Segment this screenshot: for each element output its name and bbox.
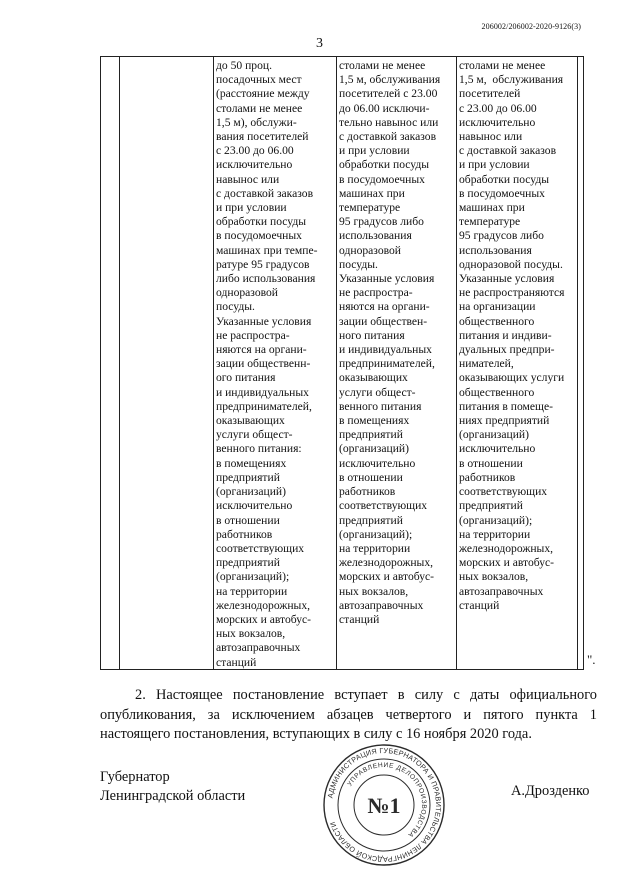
paragraph-line: 2. Настоящее постановление вступает в силу с даты официального [135, 687, 597, 703]
table-column-divider [119, 57, 120, 669]
signature-title-line: Губернатор [100, 769, 170, 785]
table-column-divider [336, 57, 337, 669]
paragraph-line: настоящего постановления, вступающих в силу с 16 ноября 2020 года. [100, 726, 532, 742]
table-cell-col1: до 50 проц. посадочных мест (расстояние между столами не менее 1,5 м), обслужи- вания посетителей с 23.00 до 06.00 исключительно навынос или с доставкой заказов и при условии обработки посуды в посудомоечных машинах при темпе- ратуре 95 градусов либо использования одноразовой посуды. Указанные условия не распростра- няются на органи- зации общественн- ого питания и индивидуальных предпринимателей, оказывающих услуги общест- венного питания: в помещениях предприятий (организаций) исключительно в отношении работников соответствующих предприятий (организаций); на территории железнодорожных, морских и автобус- ных вокзалов, автозаправочных станций [216, 59, 318, 669]
table-cell-col2: столами не менее 1,5 м, обслуживания посетителей с 23.00 до 06.00 исключи- тельно навынос или с доставкой заказов и при условии обработки посуды в посудомоечных машинах при температуре 95 градусов либо использования одноразовой посуды. Указанные условия не распростра- няются на органи- зации обществен- ного питания и индивидуальных предпринимателей, оказывающих услуги общест- венного питания в помещениях предприятий (организаций) исключительно в отношении работников соответствующих предприятий (организаций); на территории железнодорожных, морских и автобус- ных вокзалов, автозаправочных станций [339, 59, 441, 626]
regulation-table [100, 56, 584, 670]
seal-inner-text: УПРАВЛЕНИЕ ДЕЛОПРОИЗВОДСТВА [346, 761, 428, 839]
document-id: 206002/206002-2020-9126(3) [481, 22, 581, 31]
closing-quote: ". [587, 652, 596, 667]
signature-title-line: Ленинградской области [100, 788, 246, 804]
table-column-divider [456, 57, 457, 669]
seal-ring-text: АДМИНИСТРАЦИЯ ГУБЕРНАТОРА И ПРАВИТЕЛЬСТВА ЛЕНИНГРАДСКОЙ ОБЛАСТИ [325, 745, 444, 865]
signature-name: А.Дрозденко [511, 783, 590, 799]
table-column-divider [577, 57, 578, 669]
paragraph-line: опубликования, за исключением абзацев четвертого и пятого пункта 1 [100, 706, 597, 723]
signature-title [100, 768, 245, 806]
table-cell-col3: столами не менее 1,5 м, обслуживания посетителей с 23.00 до 06.00 исключительно навынос или с доставкой заказов и при условии обработки посуды в посудомоечных машинах при температуре 95 градусов либо использования одноразовой посуды. Указанные условия не распространяются на организации общественного питания и индиви- дуальных предпри- нимателей, оказывающих услуги общественного питания в помеще- ниях предприятий (организаций) исключительно в отношении работников соответствующих предприятий (организаций); на территории железнодорожных, морских и автобус- ных вокзалов, автозаправочных станций [459, 59, 565, 612]
paragraph-effective-date [100, 686, 597, 745]
table-column-divider [213, 57, 214, 669]
page-number: 3 [316, 36, 323, 51]
official-seal-icon [322, 743, 446, 867]
seal-number: №1 [367, 793, 401, 818]
